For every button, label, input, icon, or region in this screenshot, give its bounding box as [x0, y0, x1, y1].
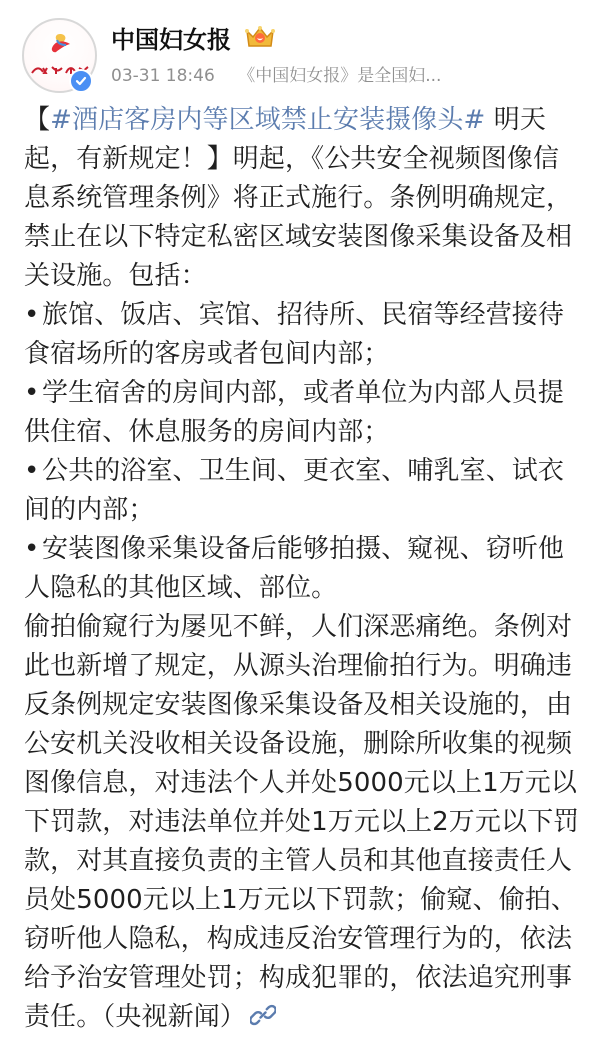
bullet-text: 安装图像采集设备后能够拍摄、窥视、窃听他人隐私的其他区域、部位。	[24, 534, 565, 603]
bullet-item	[24, 296, 580, 374]
bullet-symbol: •	[24, 300, 40, 330]
bullet-symbol: •	[24, 378, 40, 408]
avatar-logo-mark-icon	[46, 32, 76, 54]
bullet-text: 学生宿舍的房间内部，或者单位为内部人员提供住宿、休息服务的房间内部；	[24, 378, 565, 447]
intro-paragraph	[24, 101, 580, 296]
post-time: 03-31 18:46	[111, 66, 215, 86]
account-name[interactable]: 中国妇女报	[111, 26, 231, 54]
body-text: 偷拍偷窥行为屡见不鲜，人们深恶痛绝。条例对此也新增了规定，从源头治理偷拍行为。明确违反条例规定安装图像采集设备及相关设施的，由公安机关没收相关设备设施，删除所收集的视频图像信息，对违法个人并处5000元以上1万元以下罚款，对违法单位并处1万元以上2万元以下罚款，对其直接负责的主管人员和其他直接责任人员处5000元以上1万元以下罚款；偷窥、偷拍、窃听他人隐私，构成违反治安管理行为的，依法给予治安管理处罚；构成犯罪的，依法追究刑事责任。（央视新闻）	[24, 612, 580, 1032]
bullet-item	[24, 452, 580, 530]
topic-hashtag[interactable]: #酒店客房内等区域禁止安装摄像头#	[50, 105, 486, 135]
bullet-symbol: •	[24, 456, 40, 486]
post-header	[0, 8, 600, 102]
intro-text: 明天起，有新规定！】明起，《公共安全视频图像信息系统管理条例》将正式施行。条例明确规定，禁止在以下特定私密区域安装图像采集设备及相关设施。包括：	[24, 105, 573, 291]
account-description[interactable]: 《中国妇女报》是全国妇...	[238, 66, 442, 86]
verified-check-icon	[74, 74, 88, 88]
bullet-text: 公共的浴室、卫生间、更衣室、哺乳室、试衣间的内部；	[24, 456, 565, 525]
intro-prefix: 【	[24, 105, 51, 135]
crown-icon	[243, 23, 277, 51]
bullet-text: 旅馆、饭店、宾馆、招待所、民宿等经营接待食宿场所的客房或者包间内部；	[24, 300, 565, 369]
bullet-item	[24, 374, 580, 452]
body-paragraph	[24, 608, 580, 1037]
post-meta	[111, 65, 581, 87]
link-icon[interactable]	[250, 1002, 276, 1028]
bullet-item	[24, 530, 580, 608]
post-content	[24, 101, 580, 1037]
verified-badge	[69, 69, 93, 93]
bullet-symbol: •	[24, 534, 40, 564]
